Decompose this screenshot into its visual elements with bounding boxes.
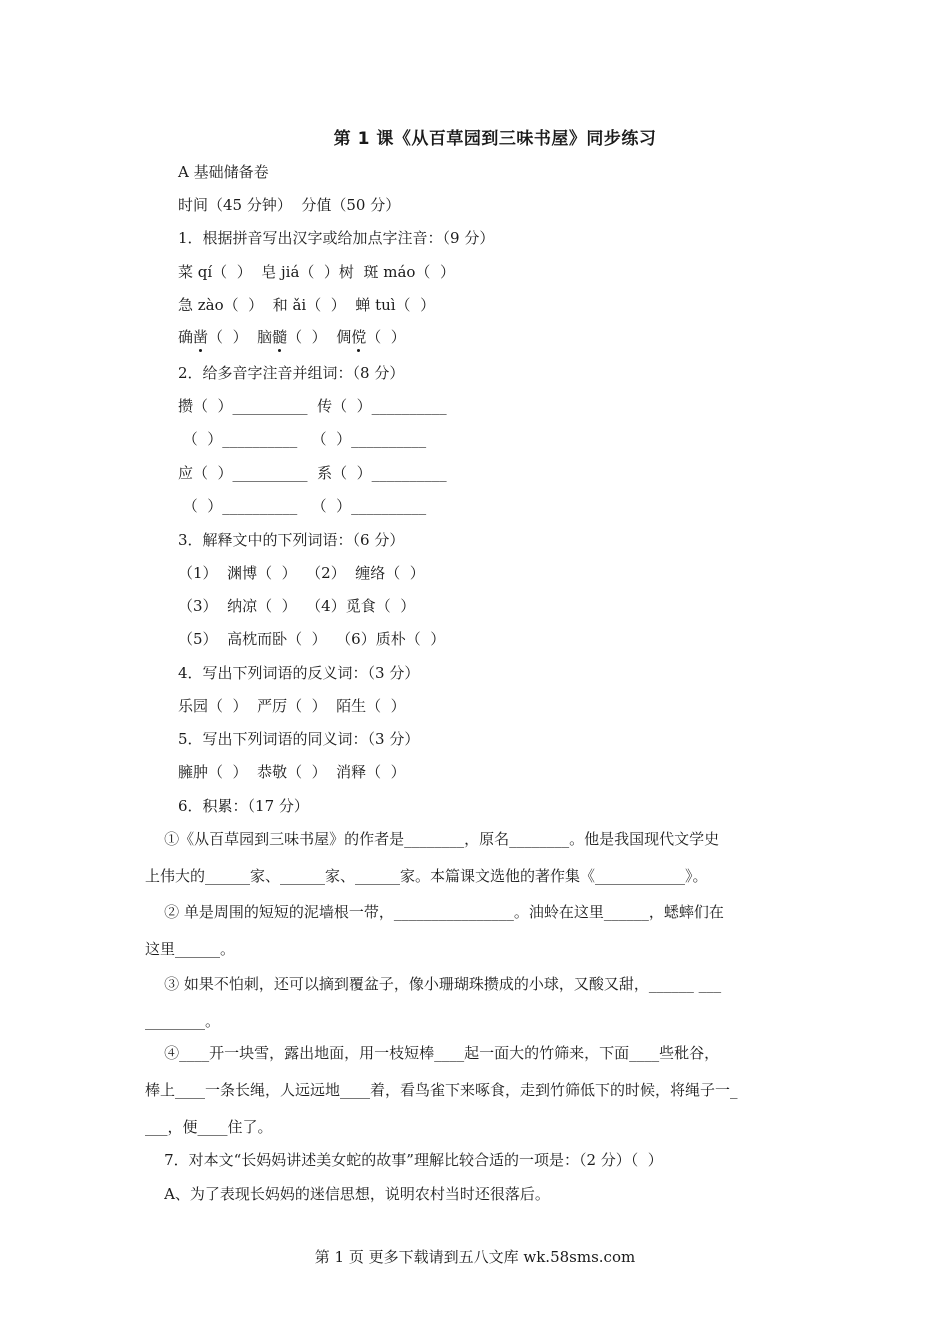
q1-row-2: 急 zào（ ） 和 ǎi（ ） 蝉 tuì（ ） <box>178 296 436 314</box>
q6-item1-line1: ①《从百草园到三味书屋》的作者是________，原名________。他是我国现代文学史 <box>145 830 720 848</box>
q1-dotted-char-tang: 傥 <box>351 328 367 346</box>
q3-row-1: （1） 渊博（ ） （2） 缠络（ ） <box>178 564 425 582</box>
q1-word-a3: （ ） 脑 <box>208 328 273 346</box>
q6-item4-line1: ④____开一块雪，露出地面，用一枝短棒____起一面大的竹筛来，下面____些秕谷， <box>145 1044 720 1062</box>
q3-row-2: （3） 纳凉（ ） （4）觅食（ ） <box>178 597 416 615</box>
q7-heading: 7．对本文“长妈妈讲述美女蛇的故事”理解比较合适的一项是：（2 分）（ ） <box>145 1151 663 1169</box>
q2-row-2: （ ）__________ （ ）__________ <box>178 430 427 448</box>
q1-row-1: 菜 qí（ ） 皂 jiá（ ）树 斑 máo（ ） <box>178 263 455 281</box>
q1-dotted-char-sui: 髓 <box>272 328 288 346</box>
q2-row-1: 攒（ ）__________ 传（ ）__________ <box>178 397 447 415</box>
q1-row-3 <box>178 327 406 347</box>
q7-option-a: A、为了表现长妈妈的迷信思想，说明农村当时还很落后。 <box>145 1185 550 1203</box>
page-footer: 第 1 页 更多下载请到五八文库 wk.58sms.com <box>314 1248 636 1266</box>
q1-heading: 1．根据拼音写出汉字或给加点字注音：（9 分） <box>178 229 495 247</box>
q3-row-3: （5） 高枕而卧（ ） （6）质朴（ ） <box>178 630 446 648</box>
q6-item1-line2: 上伟大的______家、______家、______家。本篇课文选他的著作集《____________》。 <box>145 867 708 885</box>
q4-row-1: 乐园（ ） 严厉（ ） 陌生（ ） <box>178 697 406 715</box>
q6-heading: 6．积累：（17 分） <box>178 797 309 815</box>
q2-row-4: （ ）__________ （ ）__________ <box>178 497 427 515</box>
q6-item2-line2: 这里______。 <box>145 940 236 958</box>
q2-heading: 2．给多音字注音并组词：（8 分） <box>178 364 405 382</box>
q6-item3-line2: ________。 <box>145 1012 221 1030</box>
q6-item4-line2: 棒上____一条长绳，人远远地____着，看鸟雀下来啄食，走到竹筛低下的时候，将绳子一_ <box>145 1081 738 1099</box>
q5-heading: 5．写出下列词语的同义词：（3 分） <box>178 730 420 748</box>
q3-heading: 3．解释文中的下列词语：（6 分） <box>178 531 405 549</box>
q1-word-b3: （ ） 倜 <box>287 328 352 346</box>
q1-dotted-char-zao: 凿 <box>193 328 209 346</box>
page-title: 第 1 课《从百草园到三味书屋》同步练习 <box>333 129 657 149</box>
q6-item4-line3: ___，便____住了。 <box>145 1118 273 1136</box>
q2-row-3: 应（ ）__________ 系（ ）__________ <box>178 464 447 482</box>
exam-meta: 时间（45 分钟） 分值（50 分） <box>178 196 401 214</box>
q6-item3-line1: ③ 如果不怕刺，还可以摘到覆盆子，像小珊瑚珠攒成的小球，又酸又甜，______ ___ <box>145 975 722 993</box>
q6-item2-line1: ② 单是周围的短短的泥墙根一带，________________。油蛉在这里______，蟋蟀们在 <box>145 903 724 921</box>
q4-heading: 4．写出下列词语的反义词：（3 分） <box>178 664 420 682</box>
q5-row-1: 臃肿（ ） 恭敬（ ） 消释（ ） <box>178 763 406 781</box>
q1-word-c3: （ ） <box>366 328 406 346</box>
q1-word-a1: 确 <box>178 328 194 346</box>
section-label: A 基础储备卷 <box>178 163 269 181</box>
